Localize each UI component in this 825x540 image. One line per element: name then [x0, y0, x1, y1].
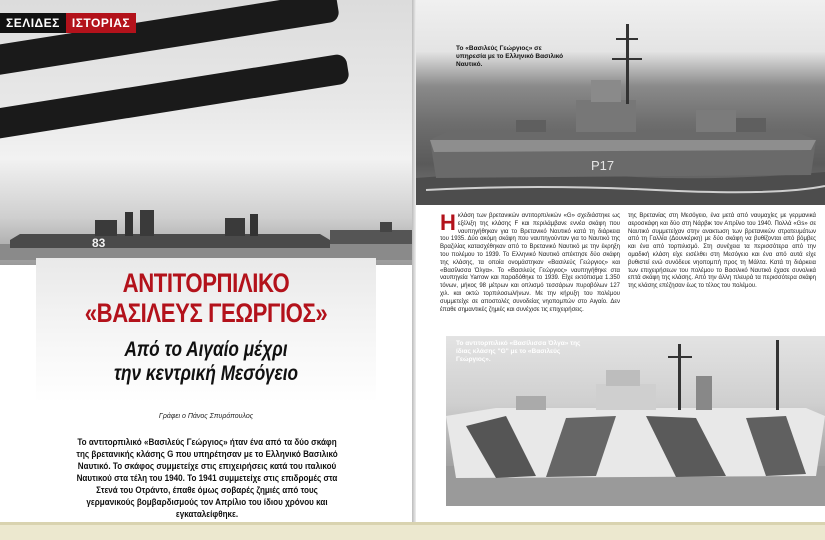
caption-top: Το «Βασιλεύς Γεώργιος» σε υπηρεσία με το Ελληνικό Βασιλικό Ναυτικό.	[456, 45, 564, 68]
title-line-2: «ΒΑΣΙΛΕΥΣ ΓΕΩΡΓΙΟΣ»	[84, 298, 328, 328]
left-page	[0, 0, 412, 522]
article-subtitle	[67, 338, 346, 386]
ship-silhouette-top	[416, 0, 825, 205]
right-page	[416, 0, 825, 522]
section-tag-right: ΙΣΤΟΡΙΑΣ	[66, 13, 136, 33]
lead-paragraph: Το αντιτορπιλικό «Βασιλεύς Γεώργιος» ήταν ένα από τα δύο σκάφη της βρετανικής κλάσης G που υπηρέτησαν με το Ελληνικό Βασιλικό Ναυτικό. Το σκάφος συμμετείχε στις επιχειρήσεις κατά του ιταλικού Ναυτικού στα τέλη του 1940. Το 1941 συμμετείχε στις επιδρομές στα Στενά του Οτράντο, έπαθε όμως σοβαρές ζημιές από τους γερμανικούς βομβαρδισμούς τον Απρίλιο του ίδιου χρόνου και εγκαταλείφθηκε.	[76, 437, 338, 519]
caption-middle: Το αντιτορπιλικό «Βασίλισσα Όλγα» της ίδιας κλάσης "G" με το «Βασιλεύς Γεώργιος».	[456, 340, 581, 363]
subtitle-line-1: Από το Αιγαίο μέχρι	[124, 338, 288, 361]
destroyer-photo-left	[0, 0, 412, 265]
footer-strip	[0, 522, 825, 540]
ship-silhouette-left	[0, 200, 412, 260]
body-text-2: της Βρετανίας στη Μεσόγειο, ένα μετά από ναυμαχίες με γερμανικά αεροσκάφη και δύο στη Νάρβικ τον Απρίλιο του 1940. Πολλά «Gs» σε Ναυτικό συμμετείχαν στην ανακτωση των βρετανικών στρατευμάτων από τη Γαλλία (Δουνκέρκη) με δύο σκάφη να βυθίζονται από βόμβες και ένα από τορπιλισμό. Στη συνέχεια τα περισσότερα από την ομαδική κλάση είχε εισέλθει στη Μεσόγειο και ένα από αυτά είχε βυθιστεί ενώ συνόδευε νηοπομπή προς τη Μάλτα. Κατά τη διάρκεια των επιχειρήσεων του πολέμου το Βασιλικό Ναυτικό έχασε συνολικά επτά σκάφη της κλάσης. Από την άλλη πλευρά τα περισσότερα σκάφη της κλάσης επέζησαν έως το τέλος του πολέμου.	[628, 213, 816, 290]
section-tag-left: ΣΕΛΙΔΕΣ	[0, 13, 66, 33]
body-text-1: κλάση των βρετανικών αντιτορπιλικών «G» σχεδιάστηκε ως εξέλιξη της κλάσης F και περιλάμβανε εννέα σκάφη που ναυπηγήθηκαν για το Βρετανικό Ναυτικό κατά τη διάρκεια του 1935. Δύο ακόμη σκάφη που ναυπηγούνταν για το Ναυτικό της Βραζιλίας κατασχέθηκαν από το Βρετανικό Ναυτικό με την έκρηξη του πολέμου το 1939. Το Ελληνικό Ναυτικό απέκτησε δύο σκάφη της κλάσης, τα οποία ονομάστηκαν «Βασιλεύς Γεώργιος» και «Βασίλισσα Όλγα». Το «Βασιλεύς Γεώργιος» ναυπηγήθηκε στα ναυπηγεία Yarrow και παραδόθηκε το 1939. Είχε εκτόπισμα 1.350 τόνων, μήκος 98 μέτρων και οπλισμό τεσσάρων πυροβόλων 127 χιλ. και οκτώ τορπιλοσωλήνων. Με την κήρυξη του πολέμου συμμετείχε σε αποστολές συνοδείας νηοπομπών στο Αιγαίο. Δεν έπαθε σημαντικές ζημιές και συνέχισε τις επιχειρήσεις.	[440, 213, 620, 313]
body-column-1	[440, 210, 620, 314]
footer-strip-line	[0, 522, 825, 525]
byline: Γράφει ο Πάνος Σπυρόπουλος	[158, 413, 254, 420]
hull-number-top: P17	[591, 158, 615, 173]
vasileus-georgios-photo	[416, 0, 825, 205]
section-tag	[0, 13, 136, 33]
title-line-1: ΑΝΤΙΤΟΡΠΙΛΙΚΟ	[122, 268, 290, 298]
article-title	[67, 268, 346, 328]
drop-cap: Η	[440, 210, 456, 235]
body-column-2	[628, 213, 816, 291]
hull-number-left: 83	[92, 236, 106, 250]
subtitle-line-2: την κεντρική Μεσόγειο	[113, 362, 299, 385]
